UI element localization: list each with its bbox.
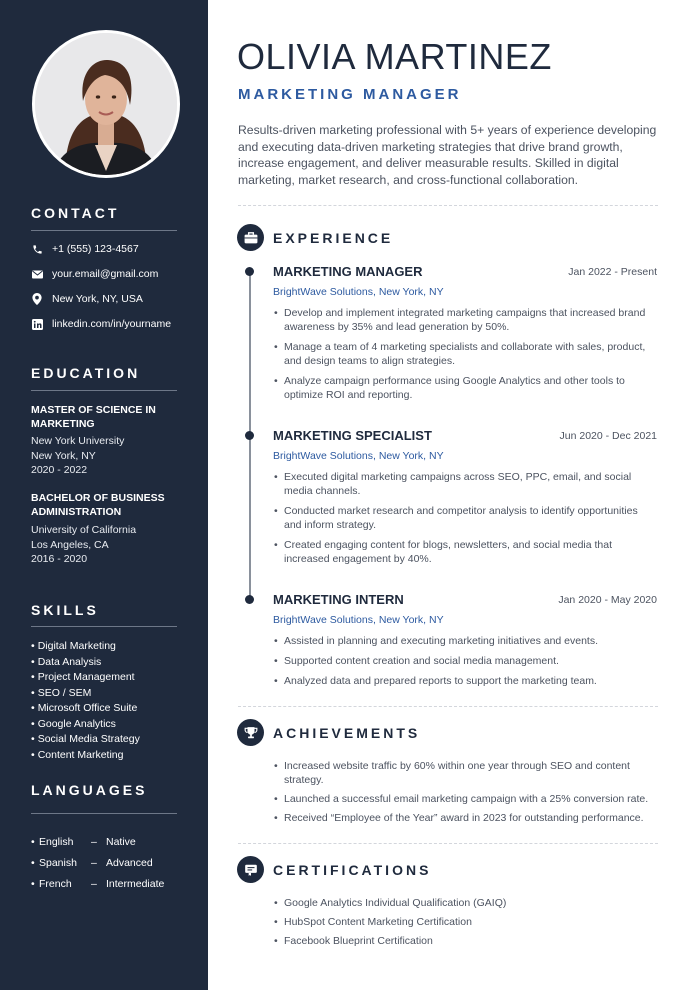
- language-separator: –: [91, 878, 97, 890]
- job-title: MARKETING SPECIALIST: [273, 428, 432, 443]
- skill-item: • Google Analytics: [31, 717, 116, 731]
- profile-summary: Results-driven marketing professional with 5+ years of experience developing and executing data-driven marketing strategies that drive brand growth, increase engagement, and deliver measurable results. Skilled in digital marketing, market research, and cross-functional collaboration.: [238, 123, 657, 187]
- job-bullet: • Supported content creation and social media management.: [273, 654, 658, 668]
- skill-item: • SEO / SEM: [31, 686, 91, 700]
- section-divider: [238, 843, 658, 844]
- education-years-2: 2016 - 2020: [31, 553, 88, 565]
- trophy-icon: [237, 719, 264, 746]
- profile-photo: [32, 30, 180, 178]
- certifications-heading: CERTIFICATIONS: [273, 862, 432, 878]
- envelope-icon: [31, 268, 43, 280]
- education-location-2: Los Angeles, CA: [31, 539, 109, 551]
- education-location-1: New York, NY: [31, 450, 96, 462]
- timeline-dot: [245, 431, 254, 440]
- languages-heading: LANGUAGES: [31, 782, 148, 798]
- job-dates: Jan 2022 - Present: [568, 266, 657, 278]
- person-name: OLIVIA MARTINEZ: [237, 36, 552, 77]
- contact-phone: [31, 241, 139, 257]
- briefcase-icon: [237, 224, 264, 251]
- section-divider: [238, 706, 658, 707]
- job-dates: Jun 2020 - Dec 2021: [559, 430, 657, 442]
- language-separator: –: [91, 857, 97, 869]
- phone-text: +1 (555) 123-4567: [52, 243, 139, 255]
- education-heading: EDUCATION: [31, 365, 141, 381]
- job-dates: Jan 2020 - May 2020: [558, 594, 657, 606]
- education-degree-1: [31, 403, 191, 431]
- certification-bullet: • Google Analytics Individual Qualification (GAIQ): [273, 896, 658, 910]
- achievement-bullet: • Increased website traffic by 60% within one year through SEO and content strategy.: [273, 759, 658, 787]
- degree-line: MARKETING: [31, 418, 95, 430]
- job-role: MARKETING MANAGER: [238, 86, 462, 103]
- degree-line: MASTER OF SCIENCE IN: [31, 404, 156, 416]
- skills-heading: SKILLS: [31, 602, 99, 618]
- email-text: your.email@gmail.com: [52, 268, 159, 280]
- skill-item: • Digital Marketing: [31, 639, 116, 653]
- skill-item: • Data Analysis: [31, 655, 101, 669]
- skills-divider: [31, 626, 177, 627]
- contact-location: [31, 291, 143, 307]
- skill-item: • Microsoft Office Suite: [31, 701, 137, 715]
- certification-bullet: • HubSpot Content Marketing Certification: [273, 915, 658, 929]
- contact-divider: [31, 230, 177, 231]
- job-company: BrightWave Solutions, New York, NY: [273, 450, 444, 462]
- contact-heading: CONTACT: [31, 205, 120, 221]
- languages-divider: [31, 813, 177, 814]
- linkedin-icon: [31, 318, 43, 330]
- achievement-bullet: • Received “Employee of the Year” award in 2023 for outstanding performance.: [273, 811, 658, 825]
- skill-item: • Project Management: [31, 670, 135, 684]
- achievement-bullet: • Launched a successful email marketing campaign with a 25% conversion rate.: [273, 792, 658, 806]
- job-company: BrightWave Solutions, New York, NY: [273, 614, 444, 626]
- job-title: MARKETING INTERN: [273, 592, 404, 607]
- education-years-1: 2020 - 2022: [31, 464, 88, 476]
- job-title: MARKETING MANAGER: [273, 264, 423, 279]
- education-divider: [31, 390, 177, 391]
- job-bullet: • Conducted market research and competitor analysis to identify opportunities and inform strategy.: [273, 504, 658, 532]
- education-school-1: New York University: [31, 435, 125, 447]
- language-level: Native: [106, 836, 136, 848]
- certificate-icon: [237, 856, 264, 883]
- degree-line: BACHELOR OF BUSINESS: [31, 492, 165, 504]
- job-bullet: • Analyzed data and prepared reports to support the marketing team.: [273, 674, 658, 688]
- language-separator: –: [91, 836, 97, 848]
- language-level: Intermediate: [106, 878, 165, 890]
- contact-linkedin: [31, 316, 171, 332]
- skill-item: • Social Media Strategy: [31, 732, 140, 746]
- certification-bullet: • Facebook Blueprint Certification: [273, 934, 658, 948]
- education-school-2: University of California: [31, 524, 137, 536]
- job-bullet: • Executed digital marketing campaigns across SEO, PPC, email, and social media channels.: [273, 470, 658, 498]
- job-bullet: • Develop and implement integrated marketing campaigns that increased brand awareness by 35% and lead generation by 50%.: [273, 306, 658, 334]
- achievements-heading: ACHIEVEMENTS: [273, 725, 421, 741]
- language-name: • French: [39, 877, 72, 891]
- experience-heading: EXPERIENCE: [273, 230, 394, 246]
- contact-email: [31, 266, 158, 282]
- location-text: New York, NY, USA: [52, 293, 143, 305]
- linkedin-text: linkedin.com/in/yourname: [52, 318, 172, 330]
- job-bullet: • Manage a team of 4 marketing specialists and collaborate with sales, product, and design teams to align strategies.: [273, 340, 658, 368]
- timeline-dot: [245, 267, 254, 276]
- degree-line: ADMINISTRATION: [31, 506, 122, 518]
- job-bullet: • Analyze campaign performance using Google Analytics and other tools to optimize ROI and reporting.: [273, 374, 658, 402]
- map-pin-icon: [31, 293, 43, 305]
- language-level: Advanced: [106, 857, 153, 869]
- language-name: • Spanish: [39, 856, 77, 870]
- sidebar: [0, 0, 208, 990]
- job-company: BrightWave Solutions, New York, NY: [273, 286, 444, 298]
- job-bullet: • Assisted in planning and executing marketing initiatives and events.: [273, 634, 658, 648]
- job-bullet: • Created engaging content for blogs, newsletters, and social media that increased engagement by 40%.: [273, 538, 658, 566]
- language-name: • English: [39, 835, 73, 849]
- education-degree-2: [31, 491, 191, 519]
- section-divider: [238, 205, 658, 206]
- skill-item: • Content Marketing: [31, 748, 123, 762]
- timeline-dot: [245, 595, 254, 604]
- phone-icon: [31, 243, 43, 255]
